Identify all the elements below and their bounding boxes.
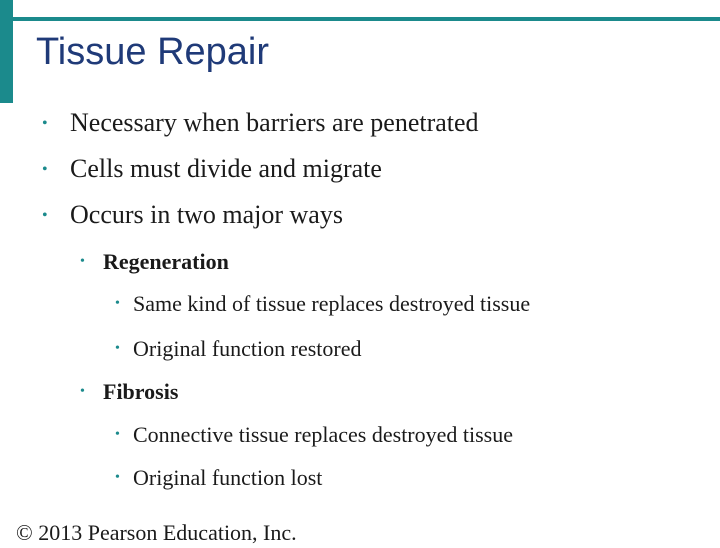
sub-bullet-text: Fibrosis — [103, 379, 179, 404]
bullet-icon: • — [80, 254, 85, 269]
bullet-icon: • — [42, 161, 48, 178]
bullet-icon: • — [115, 341, 120, 356]
bullet-icon: • — [115, 427, 120, 442]
detail-bullet-text: Connective tissue replaces destroyed tissue — [133, 422, 514, 447]
accent-bar-horizontal — [13, 17, 720, 21]
bullet-text: Necessary when barriers are penetrated — [70, 108, 479, 137]
detail-bullet-text: Same kind of tissue replaces destroyed tissue — [133, 291, 531, 316]
detail-bullet-text: Original function lost — [133, 465, 323, 490]
bullet-text: Cells must divide and migrate — [70, 154, 382, 183]
bullet-icon: • — [115, 470, 120, 485]
bullet-icon: • — [115, 296, 120, 311]
accent-bar-vertical — [0, 0, 13, 103]
sub-bullet-text: Regeneration — [103, 249, 229, 274]
bullet-icon: • — [42, 115, 48, 132]
detail-bullet-text: Original function restored — [133, 336, 362, 361]
slide-title: Tissue Repair — [36, 31, 270, 73]
bullet-icon: • — [80, 384, 85, 399]
copyright-footer: © 2013 Pearson Education, Inc. — [16, 520, 297, 545]
bullet-text: Occurs in two major ways — [70, 200, 343, 229]
bullet-icon: • — [42, 207, 48, 224]
